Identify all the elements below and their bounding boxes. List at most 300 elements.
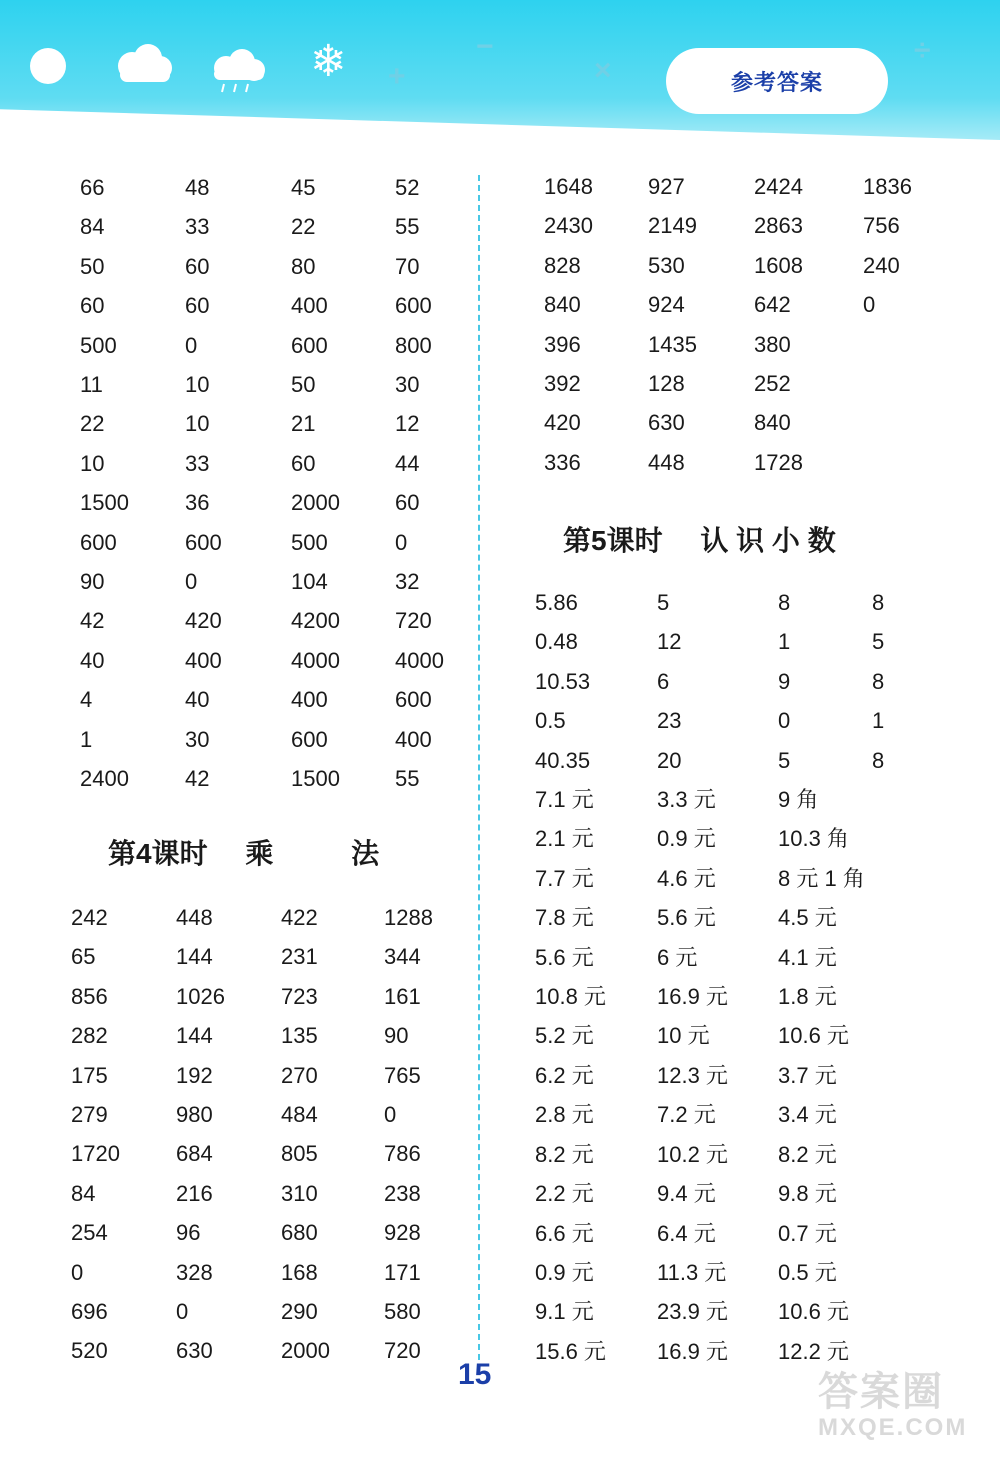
answer-row: [71, 1134, 470, 1173]
answer-cell: 0: [71, 1259, 84, 1285]
answer-cell: 50: [80, 253, 105, 279]
answer-cell: 580: [384, 1299, 421, 1325]
answer-cell: 9.1 元: [535, 1299, 594, 1325]
answer-cell: 0.5: [535, 708, 566, 734]
answer-cell: 1: [80, 726, 93, 752]
answer-row: [80, 365, 481, 404]
answer-cell: 70: [395, 253, 420, 279]
answer-cell: 0: [395, 529, 408, 555]
answer-cell: 530: [648, 252, 685, 278]
answer-cell: 50: [291, 372, 316, 398]
answer-cell: 10.6 元: [778, 1023, 849, 1049]
sun-icon: [30, 48, 66, 84]
answer-cell: 630: [176, 1338, 213, 1364]
answer-cell: 4200: [291, 608, 340, 634]
answer-row: [535, 741, 955, 780]
answer-cell: 0: [185, 569, 198, 595]
section-title-lesson4: [108, 832, 379, 872]
answer-row: [80, 601, 481, 640]
answer-cell: 840: [544, 292, 581, 318]
answer-key-badge: [666, 48, 888, 114]
answer-cell: 1435: [648, 331, 697, 357]
answer-cell: 171: [384, 1259, 421, 1285]
answer-cell: [872, 1135, 942, 1174]
answer-row: [80, 759, 481, 798]
answer-cell: 5.6 元: [657, 905, 716, 931]
answer-row: [80, 641, 481, 680]
answer-cell: 60: [185, 253, 210, 279]
answer-cell: 928: [384, 1220, 421, 1246]
answer-cell: 10: [80, 450, 105, 476]
answer-cell: 30: [395, 372, 420, 398]
answer-cell: 5.2 元: [535, 1023, 594, 1049]
answer-cell: 0: [778, 708, 791, 734]
answer-row: [80, 207, 481, 246]
answer-cell: 8: [778, 590, 791, 615]
answer-row: [80, 483, 481, 522]
answer-cell: 10.53: [535, 668, 591, 694]
answer-row: [80, 680, 481, 719]
watermark-title: 答案圈: [818, 1370, 944, 1414]
answer-row: [80, 404, 481, 443]
answer-grid-right-top: [544, 167, 943, 482]
answer-cell: 135: [281, 1023, 318, 1049]
answer-cell: 828: [544, 252, 581, 278]
answer-cell: 520: [71, 1338, 108, 1364]
answer-cell: 642: [754, 292, 791, 318]
answer-cell: 2.1 元: [535, 826, 594, 852]
answer-cell: 9 角: [778, 787, 819, 813]
answer-cell: 80: [291, 253, 316, 279]
answer-cell: 0.5 元: [778, 1259, 837, 1285]
answer-cell: 400: [291, 293, 328, 319]
answer-row: [71, 1174, 470, 1213]
answer-cell: 192: [176, 1062, 213, 1088]
answer-cell: 33: [185, 214, 210, 240]
cloud-icon: [112, 42, 176, 86]
answer-row: [80, 247, 481, 286]
answer-cell: 786: [384, 1141, 421, 1167]
answer-cell: 10.6 元: [778, 1299, 849, 1325]
answer-cell: 400: [395, 726, 432, 752]
answer-cell: 42: [80, 608, 105, 634]
answer-row: [80, 168, 481, 207]
answer-row: [535, 1135, 955, 1174]
answer-cell: [872, 1332, 942, 1371]
multiply-icon: ×: [594, 54, 612, 87]
answer-cell: 8 元 1 角: [778, 865, 865, 891]
answer-cell: 60: [395, 490, 420, 516]
answer-row: [71, 1056, 470, 1095]
answer-cell: 12: [395, 411, 420, 437]
answer-row: [71, 1292, 470, 1331]
answer-cell: 6 元: [657, 944, 698, 970]
answer-cell: 0: [176, 1299, 189, 1325]
answer-cell: 4.5 元: [778, 905, 837, 931]
answer-cell: 128: [648, 371, 685, 397]
answer-cell: [872, 1253, 942, 1292]
answer-cell: 90: [384, 1023, 409, 1049]
minus-icon: −: [476, 30, 494, 63]
answer-row: [535, 1016, 955, 1055]
answer-row: [80, 326, 481, 365]
lesson4-label: 第4课时: [108, 838, 208, 869]
answer-cell: 3.4 元: [778, 1102, 837, 1128]
answer-cell: 0: [185, 332, 198, 358]
answer-cell: 8.2 元: [535, 1141, 594, 1167]
answer-cell: [872, 780, 942, 819]
answer-row: [71, 898, 470, 937]
answer-cell: 55: [395, 766, 420, 792]
answer-cell: 30: [185, 726, 210, 752]
answer-cell: 252: [754, 371, 791, 397]
snowflake-icon: ❄: [310, 37, 347, 86]
answer-cell: 5.6 元: [535, 944, 594, 970]
answer-cell: 924: [648, 292, 685, 318]
plus-icon: +: [388, 60, 406, 93]
answer-row: [71, 1331, 470, 1370]
answer-cell: 8: [872, 590, 885, 615]
answer-row: [535, 1174, 955, 1213]
answer-cell: 1720: [71, 1141, 120, 1167]
answer-cell: 55: [395, 214, 420, 240]
answer-cell: 500: [291, 529, 328, 555]
answer-cell: 12: [657, 629, 682, 655]
answer-cell: 11: [80, 372, 103, 398]
answer-cell: 96: [176, 1220, 201, 1246]
answer-row: [535, 1332, 955, 1371]
answer-cell: 3.7 元: [778, 1062, 837, 1088]
answer-cell: [872, 898, 942, 937]
answer-cell: 10.3 角: [778, 826, 849, 852]
answer-cell: 380: [754, 331, 791, 357]
answer-cell: 104: [291, 569, 328, 595]
answer-cell: 500: [80, 332, 117, 358]
answer-cell: 60: [80, 293, 105, 319]
answer-cell: 6: [657, 668, 670, 694]
answer-cell: 15.6 元: [535, 1338, 606, 1364]
answer-row: [535, 1095, 955, 1134]
answer-row: [80, 523, 481, 562]
answer-cell: 1: [778, 629, 791, 655]
answer-cell: 12.2 元: [778, 1338, 849, 1364]
answer-cell: [863, 403, 943, 442]
answer-cell: 4.1 元: [778, 944, 837, 970]
answer-row: [544, 443, 943, 482]
answer-cell: 600: [291, 726, 328, 752]
answer-cell: 52: [395, 175, 420, 200]
answer-cell: [872, 977, 942, 1016]
answer-cell: 3.3 元: [657, 787, 716, 813]
answer-cell: 22: [80, 411, 105, 437]
answer-cell: 66: [80, 175, 105, 200]
answer-cell: 600: [395, 687, 432, 713]
answer-cell: 9: [778, 668, 791, 694]
answer-row: [535, 662, 955, 701]
answer-cell: 84: [71, 1180, 96, 1206]
answer-cell: [872, 1056, 942, 1095]
answer-cell: 2424: [754, 174, 803, 199]
answer-cell: 600: [80, 529, 117, 555]
rain-cloud-icon: [208, 48, 270, 96]
answer-cell: 10: [185, 372, 210, 398]
answer-row: [71, 1095, 470, 1134]
answer-row: [535, 977, 955, 1016]
answer-cell: 2400: [80, 766, 129, 792]
answer-cell: 10.8 元: [535, 984, 606, 1010]
answer-cell: 36: [185, 490, 210, 516]
answer-row: [535, 622, 955, 661]
answer-cell: 6.2 元: [535, 1062, 594, 1088]
answer-row: [544, 167, 943, 206]
answer-cell: [863, 325, 943, 364]
answer-cell: 1836: [863, 174, 912, 199]
answer-cell: 40.35: [535, 747, 591, 773]
answer-cell: 20: [657, 747, 682, 773]
answer-row: [535, 583, 955, 622]
answer-cell: 1500: [291, 766, 340, 792]
answer-cell: 805: [281, 1141, 318, 1167]
answer-row: [535, 819, 955, 858]
answer-cell: 400: [185, 647, 222, 673]
answer-cell: 336: [544, 449, 581, 475]
answer-cell: 1: [872, 708, 885, 734]
answer-cell: 231: [281, 944, 318, 970]
answer-cell: 980: [176, 1102, 213, 1128]
answer-cell: 65: [71, 944, 96, 970]
answer-row: [80, 286, 481, 325]
answer-cell: 144: [176, 944, 213, 970]
answer-cell: [872, 1095, 942, 1134]
answer-cell: [863, 443, 943, 482]
answer-row: [544, 246, 943, 285]
answer-cell: 448: [648, 449, 685, 475]
answer-cell: 4000: [395, 647, 444, 673]
answer-cell: 16.9 元: [657, 1338, 728, 1364]
answer-cell: 10 元: [657, 1023, 710, 1049]
answer-row: [544, 364, 943, 403]
answer-row: [535, 701, 955, 740]
lesson5-words: 认 识 小 数: [700, 525, 836, 556]
answer-cell: 290: [281, 1299, 318, 1325]
answer-cell: 328: [176, 1259, 213, 1285]
answer-cell: 1500: [80, 490, 129, 516]
answer-cell: 238: [384, 1180, 421, 1206]
answer-cell: 242: [71, 905, 108, 930]
answer-cell: 723: [281, 983, 318, 1009]
answer-cell: 240: [863, 252, 900, 278]
answer-cell: 4000: [291, 647, 340, 673]
answer-row: [535, 1056, 955, 1095]
answer-cell: 23: [657, 708, 682, 734]
answer-cell: 8: [872, 668, 885, 694]
answer-cell: 40: [185, 687, 210, 713]
answer-cell: 0: [384, 1102, 397, 1128]
answer-cell: 2.8 元: [535, 1102, 594, 1128]
answer-cell: 840: [754, 410, 791, 436]
answer-row: [544, 285, 943, 324]
answer-cell: 600: [395, 293, 432, 319]
answer-cell: 10.2 元: [657, 1141, 728, 1167]
watermark-url: MXQE.COM: [818, 1414, 968, 1441]
answer-cell: 48: [185, 175, 210, 200]
answer-cell: 344: [384, 944, 421, 970]
answer-cell: 600: [185, 529, 222, 555]
answer-cell: 1.8 元: [778, 984, 837, 1010]
answer-cell: 756: [863, 213, 900, 239]
answer-cell: 5: [778, 747, 791, 773]
answer-cell: 420: [185, 608, 222, 634]
answer-cell: 5: [657, 590, 670, 615]
answer-cell: 33: [185, 450, 210, 476]
answer-cell: 16.9 元: [657, 984, 728, 1010]
answer-cell: 765: [384, 1062, 421, 1088]
answer-cell: 630: [648, 410, 685, 436]
answer-cell: 392: [544, 371, 581, 397]
answer-key-label: 参考答案: [730, 69, 823, 95]
answer-row: [535, 898, 955, 937]
answer-row: [71, 1016, 470, 1055]
answer-cell: 40: [80, 647, 105, 673]
answer-cell: 680: [281, 1220, 318, 1246]
answer-cell: 420: [544, 410, 581, 436]
answer-cell: 684: [176, 1141, 213, 1167]
answer-cell: 4.6 元: [657, 865, 716, 891]
answer-cell: 2.2 元: [535, 1181, 594, 1207]
answer-row: [535, 1253, 955, 1292]
answer-cell: 22: [291, 214, 316, 240]
answer-cell: 422: [281, 905, 318, 930]
lesson4-word2: 法: [351, 838, 380, 869]
answer-row: [535, 780, 955, 819]
answer-cell: 90: [80, 569, 105, 595]
answer-cell: 8: [872, 747, 885, 773]
answer-cell: 10: [185, 411, 210, 437]
answer-cell: 2430: [544, 213, 593, 239]
answer-cell: 927: [648, 174, 685, 199]
answer-cell: 6.4 元: [657, 1220, 716, 1246]
answer-row: [80, 720, 481, 759]
answer-cell: 8.2 元: [778, 1141, 837, 1167]
answer-cell: [863, 364, 943, 403]
answer-cell: 11.3 元: [657, 1259, 727, 1285]
answer-cell: 6.6 元: [535, 1220, 594, 1246]
answer-cell: 1728: [754, 449, 803, 475]
answer-cell: 1026: [176, 983, 225, 1009]
answer-cell: [872, 938, 942, 977]
answer-cell: 84: [80, 214, 105, 240]
answer-cell: 2000: [281, 1338, 330, 1364]
answer-cell: [872, 1174, 942, 1213]
answer-row: [535, 1214, 955, 1253]
lesson5-label: 第5课时: [563, 525, 663, 556]
answer-cell: 5: [872, 629, 885, 655]
answer-row: [544, 325, 943, 364]
answer-cell: 1648: [544, 174, 593, 199]
answer-cell: 7.7 元: [535, 865, 594, 891]
answer-row: [71, 1213, 470, 1252]
answer-grid-lesson4: [71, 898, 470, 1371]
lesson4-word1: 乘: [245, 838, 274, 869]
answer-cell: 32: [395, 569, 420, 595]
answer-cell: 600: [291, 332, 328, 358]
answer-cell: 856: [71, 983, 108, 1009]
answer-cell: 60: [291, 450, 316, 476]
divide-icon: ÷: [914, 34, 931, 67]
answer-cell: 175: [71, 1062, 108, 1088]
answer-cell: 45: [291, 175, 316, 200]
answer-cell: 4: [80, 687, 93, 713]
answer-row: [535, 859, 955, 898]
answer-row: [544, 403, 943, 442]
answer-cell: 21: [291, 411, 316, 437]
answer-cell: [872, 1292, 942, 1331]
answer-cell: 168: [281, 1259, 318, 1285]
answer-cell: 0.9 元: [657, 826, 716, 852]
answer-cell: 23.9 元: [657, 1299, 728, 1325]
answer-cell: 161: [384, 983, 421, 1009]
watermark-logo: [818, 1372, 967, 1440]
answer-cell: 270: [281, 1062, 318, 1088]
answer-row: [71, 1253, 470, 1292]
answer-cell: 0.7 元: [778, 1220, 837, 1246]
answer-cell: 800: [395, 332, 432, 358]
answer-cell: 0.48: [535, 629, 578, 655]
answer-cell: 254: [71, 1220, 108, 1246]
answer-cell: 44: [395, 450, 420, 476]
answer-cell: 12.3 元: [657, 1062, 728, 1088]
answer-cell: 60: [185, 293, 210, 319]
answer-cell: [872, 1016, 942, 1055]
answer-cell: 720: [395, 608, 432, 634]
answer-grid-left-top: [80, 168, 481, 799]
page-number: 15: [458, 1358, 492, 1391]
answer-cell: [872, 819, 942, 858]
answer-row: [71, 937, 470, 976]
answer-cell: 5.86: [535, 590, 578, 615]
answer-row: [71, 977, 470, 1016]
section-title-lesson5: [563, 519, 836, 559]
answer-cell: 1288: [384, 905, 433, 930]
answer-cell: 0: [863, 292, 876, 318]
answer-cell: 310: [281, 1180, 318, 1206]
answer-cell: 279: [71, 1102, 108, 1128]
answer-cell: 720: [384, 1338, 421, 1364]
answer-cell: 144: [176, 1023, 213, 1049]
answer-row: [535, 1292, 955, 1331]
answer-cell: 2000: [291, 490, 340, 516]
answer-cell: 2863: [754, 213, 803, 239]
answer-cell: [872, 1214, 942, 1253]
answer-cell: [872, 859, 942, 898]
answer-cell: 448: [176, 905, 213, 930]
answer-cell: 400: [291, 687, 328, 713]
answer-row: [80, 562, 481, 601]
answer-cell: 7.8 元: [535, 905, 594, 931]
answer-cell: 1608: [754, 252, 803, 278]
answer-cell: 7.2 元: [657, 1102, 716, 1128]
answer-grid-lesson5: [535, 583, 955, 1371]
answer-row: [544, 206, 943, 245]
answer-cell: 2149: [648, 213, 697, 239]
answer-row: [80, 444, 481, 483]
answer-cell: 216: [176, 1180, 213, 1206]
answer-cell: 9.4 元: [657, 1181, 716, 1207]
answer-cell: 42: [185, 766, 210, 792]
answer-cell: 396: [544, 331, 581, 357]
answer-cell: 7.1 元: [535, 787, 594, 813]
answer-cell: 282: [71, 1023, 108, 1049]
